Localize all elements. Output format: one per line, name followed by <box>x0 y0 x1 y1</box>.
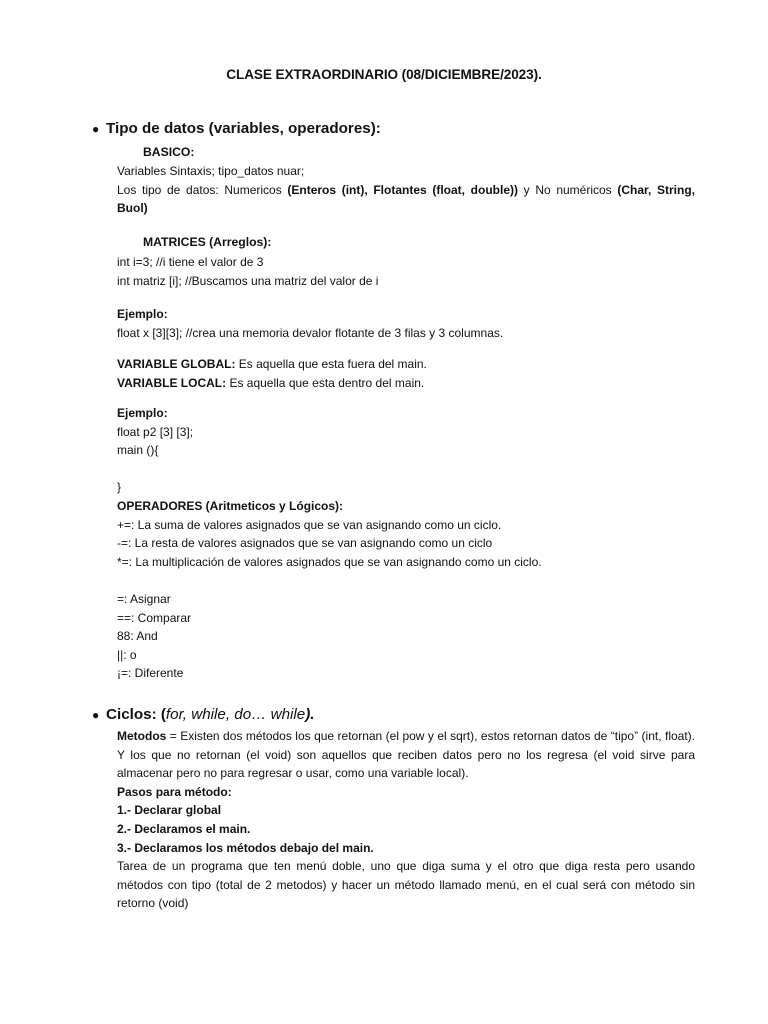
ejemplo-label: Ejemplo: <box>117 307 168 321</box>
operador-line: +=: La suma de valores asignados que se van asignando como un ciclo. <box>117 517 502 532</box>
matrices-line: int matriz [i]; //Buscamos una matriz del valor de i <box>117 273 379 288</box>
text-span: Los tipo de datos: Numericos <box>117 182 288 197</box>
paso-line: 1.- Declarar global <box>117 803 222 818</box>
bullet-icon: ● <box>92 708 100 722</box>
code-line: float p2 [3] [3]; <box>117 424 194 439</box>
ejemplo-label: Ejemplo: <box>117 406 168 420</box>
operadores-label: OPERADORES (Aritmeticos y Lógicos): <box>117 498 344 513</box>
matrices-line: int i=3; //i tiene el valor de 3 <box>117 255 264 269</box>
logico-line: 88: And <box>117 629 158 644</box>
ejemplo2-block <box>117 404 695 683</box>
operador-line: -=: La resta de valores asignados que se van asignando como un ciclo <box>117 536 493 551</box>
paso-line: 2.- Declaramos el main. <box>117 821 251 836</box>
variable-global-line <box>117 355 695 374</box>
document-title: CLASE EXTRAORDINARIO (08/DICIEMBRE/2023). <box>226 67 542 82</box>
operador-line: *=: La multiplicación de valores asignados que se van asignando como un ciclo. <box>117 554 542 569</box>
bold-span: VARIABLE LOCAL: <box>117 375 227 390</box>
matrices-block <box>117 253 695 290</box>
variable-local-line <box>117 374 695 393</box>
metodos-paragraph <box>117 727 695 783</box>
pasos-label: Pasos para método: <box>117 784 232 799</box>
code-line: } <box>117 480 122 495</box>
section-heading-tipo-datos <box>92 120 381 139</box>
section-heading-ciclos <box>92 706 315 725</box>
logico-line: ==: Comparar <box>117 610 192 625</box>
logico-line: ¡=: Diferente <box>117 666 184 681</box>
subheading-basico: BASICO: <box>143 145 195 159</box>
ejemplo-line: float x [3][3]; //crea una memoria devalor flotante de 3 filas y 3 columnas. <box>117 325 504 340</box>
tarea-paragraph: Tarea de un programa que ten menú doble, uno que diga suma y el otro que diga resta pero usando métodos con tipo (total de 2 metodos) y hacer un método llamado menú, en el cual será con método sin retorno (void) <box>117 859 695 911</box>
text-span: y No numéricos <box>518 182 618 197</box>
subheading-matrices: MATRICES (Arreglos): <box>143 235 272 249</box>
ciclos-block <box>117 727 695 913</box>
code-line: main (){ <box>117 443 159 458</box>
ejemplo1-block <box>117 305 695 342</box>
section-heading-text: Tipo de datos (variables, operadores): <box>106 120 381 137</box>
heading-span: ). <box>305 706 315 723</box>
text-span: = Existen dos métodos los que retornan (el pow y el sqrt), estos retornan datos de “tipo” (int, float). Y los que no retornan (el void) son aquellos que reciben datos pero no los regresa (el void sirve para almacenar pero no para regresar o usar, como una variable local). <box>117 729 695 781</box>
bold-span: (Char, String, Buol) <box>117 182 696 216</box>
basico-line: Variables Sintaxis; tipo_datos nuar; <box>117 164 305 178</box>
bold-span: Metodos <box>117 729 167 743</box>
text-span: Es aquella que esta fuera del main. <box>235 357 427 371</box>
logico-line: ||: o <box>117 647 137 662</box>
heading-italic-span: for, while, do… while <box>165 706 306 723</box>
bullet-icon: ● <box>92 122 100 136</box>
heading-span: Ciclos: ( <box>106 706 166 723</box>
text-span: Es aquella que esta dentro del main. <box>226 375 425 390</box>
bold-span: VARIABLE GLOBAL: <box>117 357 236 371</box>
basico-block <box>117 162 695 218</box>
logico-line: =: Asignar <box>117 591 171 606</box>
basico-types-line <box>117 181 695 218</box>
bold-span: (Enteros (int), Flotantes (float, double)) <box>287 182 518 197</box>
variables-block <box>117 355 695 392</box>
paso-line: 3.- Declaramos los métodos debajo del main. <box>117 840 374 855</box>
